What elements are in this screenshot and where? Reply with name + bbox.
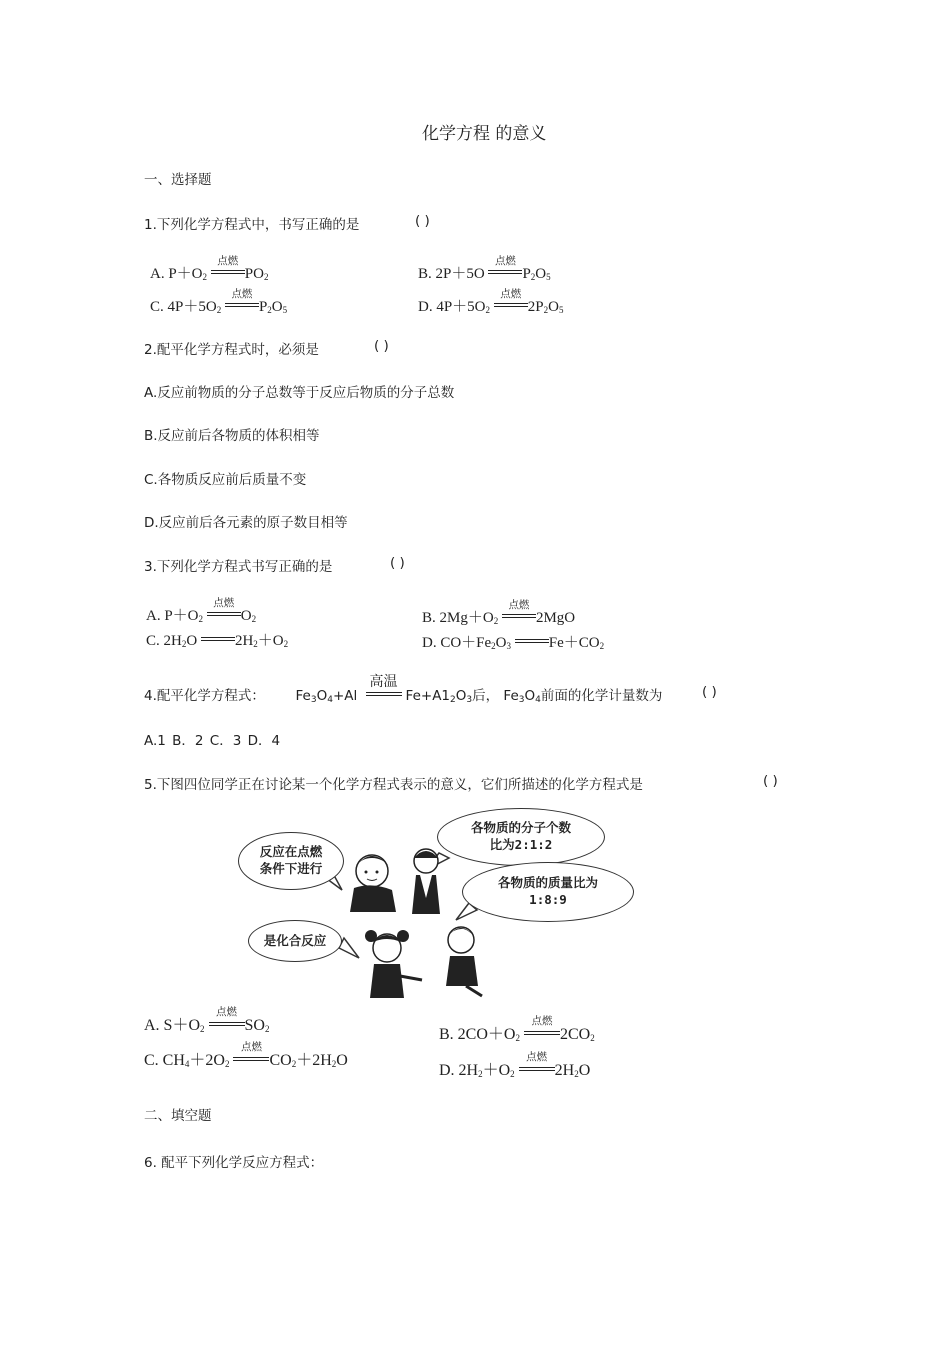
reaction-arrow: 点燃 bbox=[494, 299, 528, 316]
reaction-arrow: 点燃 bbox=[524, 1026, 560, 1044]
question-3-option-c: C. $2H_2O$ $2H_2+O_2$ bbox=[146, 633, 289, 649]
question-5-answer-paren: ( ) bbox=[763, 773, 778, 789]
reaction-arrow: 点燃 bbox=[502, 610, 536, 627]
speech-bubble-molecule-ratio: 各物质的分子个数 比为2:1:2 bbox=[437, 808, 605, 866]
section-heading-fill: 二、填空题 bbox=[144, 1108, 212, 1124]
reaction-arrow bbox=[201, 633, 235, 650]
question-1-option-d: D. $4P+5O_2$ 点燃 $2P_2O_5$ bbox=[418, 289, 564, 315]
question-3-answer-paren: ( ) bbox=[390, 555, 405, 571]
speech-bubble-condition: 反应在点燃 条件下进行 bbox=[238, 832, 344, 890]
question-3-option-a: A. $P+O_2$ 点燃 $O_2$ bbox=[146, 598, 257, 624]
section-heading-choice: 一、选择题 bbox=[144, 172, 212, 188]
question-3-option-d: D. $CO+Fe_2O_3$ $Fe+CO_2$ bbox=[422, 635, 605, 651]
question-2-option-b: B.反应前后各物质的体积相等 bbox=[144, 428, 320, 444]
question-4-answer-paren: ( ) bbox=[702, 684, 717, 700]
reaction-arrow: 点燃 bbox=[211, 266, 245, 283]
question-1-option-b: B. 2P＋5O 点燃 $P_2O_5$ bbox=[418, 256, 551, 282]
question-2-option-c: C.各物质反应前后质量不变 bbox=[144, 472, 307, 488]
question-2-answer-paren: ( ) bbox=[374, 338, 389, 354]
question-5-option-a: A. $S+O_2$ 点燃 $SO_2$ bbox=[144, 1007, 270, 1034]
speech-bubble-combination: 是化合反应 bbox=[248, 920, 342, 962]
question-3-stem: 3.下列化学方程式书写正确的是 bbox=[144, 559, 333, 575]
reaction-arrow: 点燃 bbox=[225, 299, 259, 316]
question-2-option-d: D.反应前后各元素的原子数目相等 bbox=[144, 515, 348, 531]
question-3-option-b: B. $2Mg+O_2$ 点燃 2MgO bbox=[422, 600, 576, 626]
question-2-option-a: A.反应前物质的分子总数等于反应后物质的分子总数 bbox=[144, 385, 455, 401]
reaction-arrow-high-temp: 高温 bbox=[366, 688, 402, 704]
question-5-option-b: B. $2CO+O_2$ 点燃 $2CO_2$ bbox=[439, 1016, 595, 1043]
reaction-arrow: 点燃 bbox=[488, 266, 522, 283]
reaction-arrow: 点燃 bbox=[233, 1052, 269, 1070]
question-4-stem: 4.配平化学方程式： $Fe_3O_4+Al$ 高温 $Fe+A1_2O_3$后， $Fe_3O_4$前面的化学计量数为 bbox=[144, 674, 663, 705]
question-1-stem: 1.下列化学方程式中，书写正确的是 bbox=[144, 217, 360, 233]
question-5-stem: 5.下图四位同学正在讨论某一个化学方程式表示的意义，它们所描述的化学方程式是 bbox=[144, 777, 643, 793]
question-4-options: A.1 B．2 C．3 D．4 bbox=[144, 733, 281, 749]
question-2-stem: 2.配平化学方程式时，必须是 bbox=[144, 342, 319, 358]
question-5-option-c: C. $CH_4+2O_2$ 点燃 $CO_2+2H_2O$ bbox=[144, 1042, 348, 1069]
question-1-answer-paren: ( ) bbox=[415, 213, 430, 229]
reaction-arrow: 点燃 bbox=[209, 1017, 245, 1035]
question-1-option-a: A. $P+O_2$ 点燃 $PO_2$ bbox=[150, 256, 269, 282]
reaction-arrow: 点燃 bbox=[207, 608, 241, 625]
speech-bubble-mass-ratio: 各物质的质量比为 1:8:9 bbox=[462, 862, 634, 922]
question-5-option-d: D. $2H_2+O_2$ 点燃 $2H_2O$ bbox=[439, 1052, 591, 1079]
reaction-arrow: 点燃 bbox=[519, 1062, 555, 1080]
page-title: 化学方程 的意义 bbox=[422, 124, 547, 144]
question-1-option-c: C. $4P+5O_2$ 点燃 $P_2O_5$ bbox=[150, 289, 288, 315]
question-6-stem: 6. 配平下列化学反应方程式： bbox=[144, 1155, 324, 1171]
reaction-arrow bbox=[515, 635, 549, 652]
